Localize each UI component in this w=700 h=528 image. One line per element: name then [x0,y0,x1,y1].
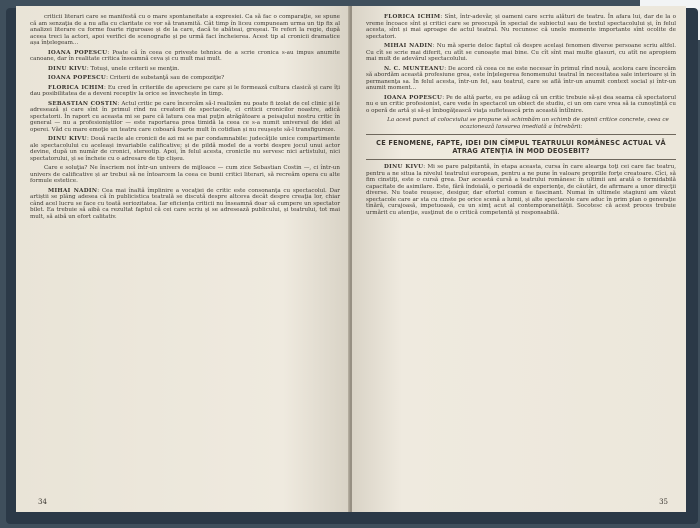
paragraph [30,66,340,73]
speaker-name: FLORICA ICHIM [48,84,105,91]
paragraph [30,101,340,134]
paragraph-text: : De acord că ceea ce ne este necesar în primul rînd nouă, acelora care încercăm să abordăm această profesiune grea, este înţelegerea fenomenului teatral în necesitatea sale interioare și în permanenţa sa. În felul acesta, într-un fel, sau teatrul, care se află într-un anumit context social și într-un anumit moment... [366,65,676,91]
speaker-name: IOANA POPESCU [384,94,443,101]
section-rule-bottom [366,159,676,160]
paragraph [30,14,340,47]
left-page-text [30,14,340,492]
section-heading: CE FENOMENE, FAPTE, IDEI DIN CÎMPUL TEATRULUI ROMÂNESC ACTUAL VĂ ATRAG ATENŢIA ÎN MOD DEOSEBIT? [376,139,666,155]
paragraph-text: : Nu mă sperie deloc faptul că despre același fenomen diverse persoane scriu altfel. Cu cît se scrie mai diferit, cu atît se cunoaște mai bine. Cu cît sînt mai multe glasuri, cu atît ne apropiem mai mult de adevărul spectacolului. [366,43,676,62]
paragraph-text: : Totuși, unele criterii se menţin. [86,65,180,72]
editorial-note: La acest punct al colocviului se propune să schimbăm un schimb de opinii critice concrete, ceea ce ocazionează lansarea imediată a întrebării: [387,117,669,130]
speaker-name: DINU KIVU [48,136,87,142]
right-page-text [366,14,676,492]
paragraph [30,188,340,221]
paragraph-text: : Sînt, într-adevăr, și oameni care scriu alături de teatru. În afara lui, dar de la o vreme încoace sînt și critici care se preocupă în special de subiectul sau de textul spectacolului și, în felul acesta, sînt și mai aproape de actul teatral. Nu recunosc că unele momente importante sînt ocolite de spectatori. [366,14,676,40]
paragraph-text: : Pe de altă parte, eu pe adăug că un critic trebuie să-și dea seama că spectatorul nu e un critic profesionist, care vede în spectacol un obiect de studiu, ci un om care vrea să ia cunoștință cu o operă de artă și să-și îmbogăţească viaţa sufletească prin această întîlnire. [366,94,676,114]
paragraph-text: : Două racile ale cronicii de azi mi se par condamnabile: judecăţile unice compartimente ale spectacolului cu aceleași invariabile calificative; și de pildă model de a vorbi despre jocul unui actor devine, după un număr de cronici, stereotip. Apoi, în felul acesta, cronicile nu servesc nici artistului, nici spectatorului, și se încheie cu o adresare de tip clișeu. [30,136,340,162]
paragraph [366,164,676,216]
paragraph [30,136,340,162]
section-rule-top [366,134,676,135]
paragraph-text: : Mi se pare palpitantă, în etapa aceasta, cursa în care alearga toţi cei care fac teatru, pentru a ne situa la nivelul teatrului european, pentru a ne pune în valoare propriile forţe creatoare. Cîci, să fim cinstiţi, este o cursă grea. Dar această cursă a teatrului românesc în ultimii ani arată o formidabilă capacitate de asimilare. Este, fără îndoială, o perioadă de experienţe, de căutări, de afirmare a unor direcţii diverse. Nu toate reușesc, desigur, dar efortul comun e fascinant. Numai în ultimele stagiuni am văzut spectacole care ar sta cu cinste pe orice scenă a lumii, și alte spectacole care aduc în prim plan o generaţie tînără, curajoasă, impetuoasă, cu un simţ acut al contemporaneităţii. Socotesc că acest proces trebuie urmărit cu atenţie, susţinut de o critică competentă și responsabilă. [366,164,676,216]
paragraph [30,75,340,82]
paragraph [30,85,340,98]
right-page-number: 35 [659,498,668,506]
speaker-name: N. C. MUNTEANU [384,65,445,72]
speaker-name: MIHAI NADIN [384,43,433,49]
speaker-name: IOANA POPESCU [48,49,108,56]
left-page [16,6,350,512]
speaker-name: MIHAI NADIN [48,187,98,194]
paragraph [366,14,676,40]
speaker-name: IOANA POPESCU [48,75,107,81]
paragraph-text: Care e soluţia? Ne înscriem noi într-un univers de mijloace — cum zice Sebastian Costin —, ci într-un univers de calificative și ar trebui să ne întoarcem la ceea ce bunii critici literari, să recreăm opera cu alte formule estetice. [30,165,340,184]
paragraph [366,43,676,63]
paragraph-text: : Eu cred în criteriile de apreciere pe care și le formează cultura clasică și care îți dau posibilitatea de a deveni receptiv la orice se învechește în timp. [30,84,340,97]
right-page [352,6,686,512]
paragraph-text: : Poate că în ceea ce privește tehnica de a scrie cronica s-au impus anumite canoane, dar în realitate critica înseamnă ceva și cu mult mai mult. [30,49,340,62]
speaker-name: FLORICA ICHIM [384,14,441,20]
speaker-name: DINU KIVU [48,65,87,72]
paragraph [30,50,340,63]
paragraph [30,165,340,185]
paragraph-text: : Criterii de substanţă sau de compoziţie? [106,75,225,81]
speaker-name: DINU KIVU [384,164,424,170]
paragraph-text: : Actul critic pe care încercăm să-l realizăm nu poate fi izolat de cel clinic și le adresează și care sînt în primul rînd nu creatorii de spectacole, ci criticii cronicilor noastre, adică spectatorii. În raport cu aceasta mi se pare că latura cea mai puţin atrăgătoare a peisajului nostru critic în general — nu a profesioniștilor — este raportarea prea timidă la ceea ce s-a numit universul de idei al operei. Văd cu mare emoţie un teatru care coboară foarte mult în cotidian și nu reușește să-l transfigureze. [30,100,340,133]
paragraph-text: : Cea mai înaltă împlinire a vocaţiei de critic este consonanţa cu spectacolul. Dar artiștii se plâng adesea că în publicistica teatrală se discută despre altceva decât despre creaţia lor, chiar când acel lucru se face cu toată seriozitatea. Iar eficiența criticii nu înseamnă doar să cumpere un spectator bilet. Ea trebuie să aibă ca rezultat faptul că cei care scriu și se adresează publicului, și teatrului, tot mai mult, să aibă un efort calitativ. [30,187,340,220]
paragraph-text: criticii literari care se manifestă cu o mare spontaneitate a expresiei. Ca să fac o comparaţie, se spune că am senzaţia de a nu afla cu claritate ce vor să transmită. Cât timp în liceu compuneam urma un tip fix al analizei literare cu forme foarte riguroase și de la care, dacă te abăteai, greșeai. Te referi la regie, după aceea treci la actori, apoi verifici de scenografie și pe urmă faci încheierea. Acest tip al cronicii dramatice așa înțelegeam... [30,14,340,46]
paragraph [366,66,676,92]
speaker-name: SEBASTIAN COSTIN [48,100,118,107]
left-page-number: 34 [38,498,47,506]
paragraph [366,95,676,115]
